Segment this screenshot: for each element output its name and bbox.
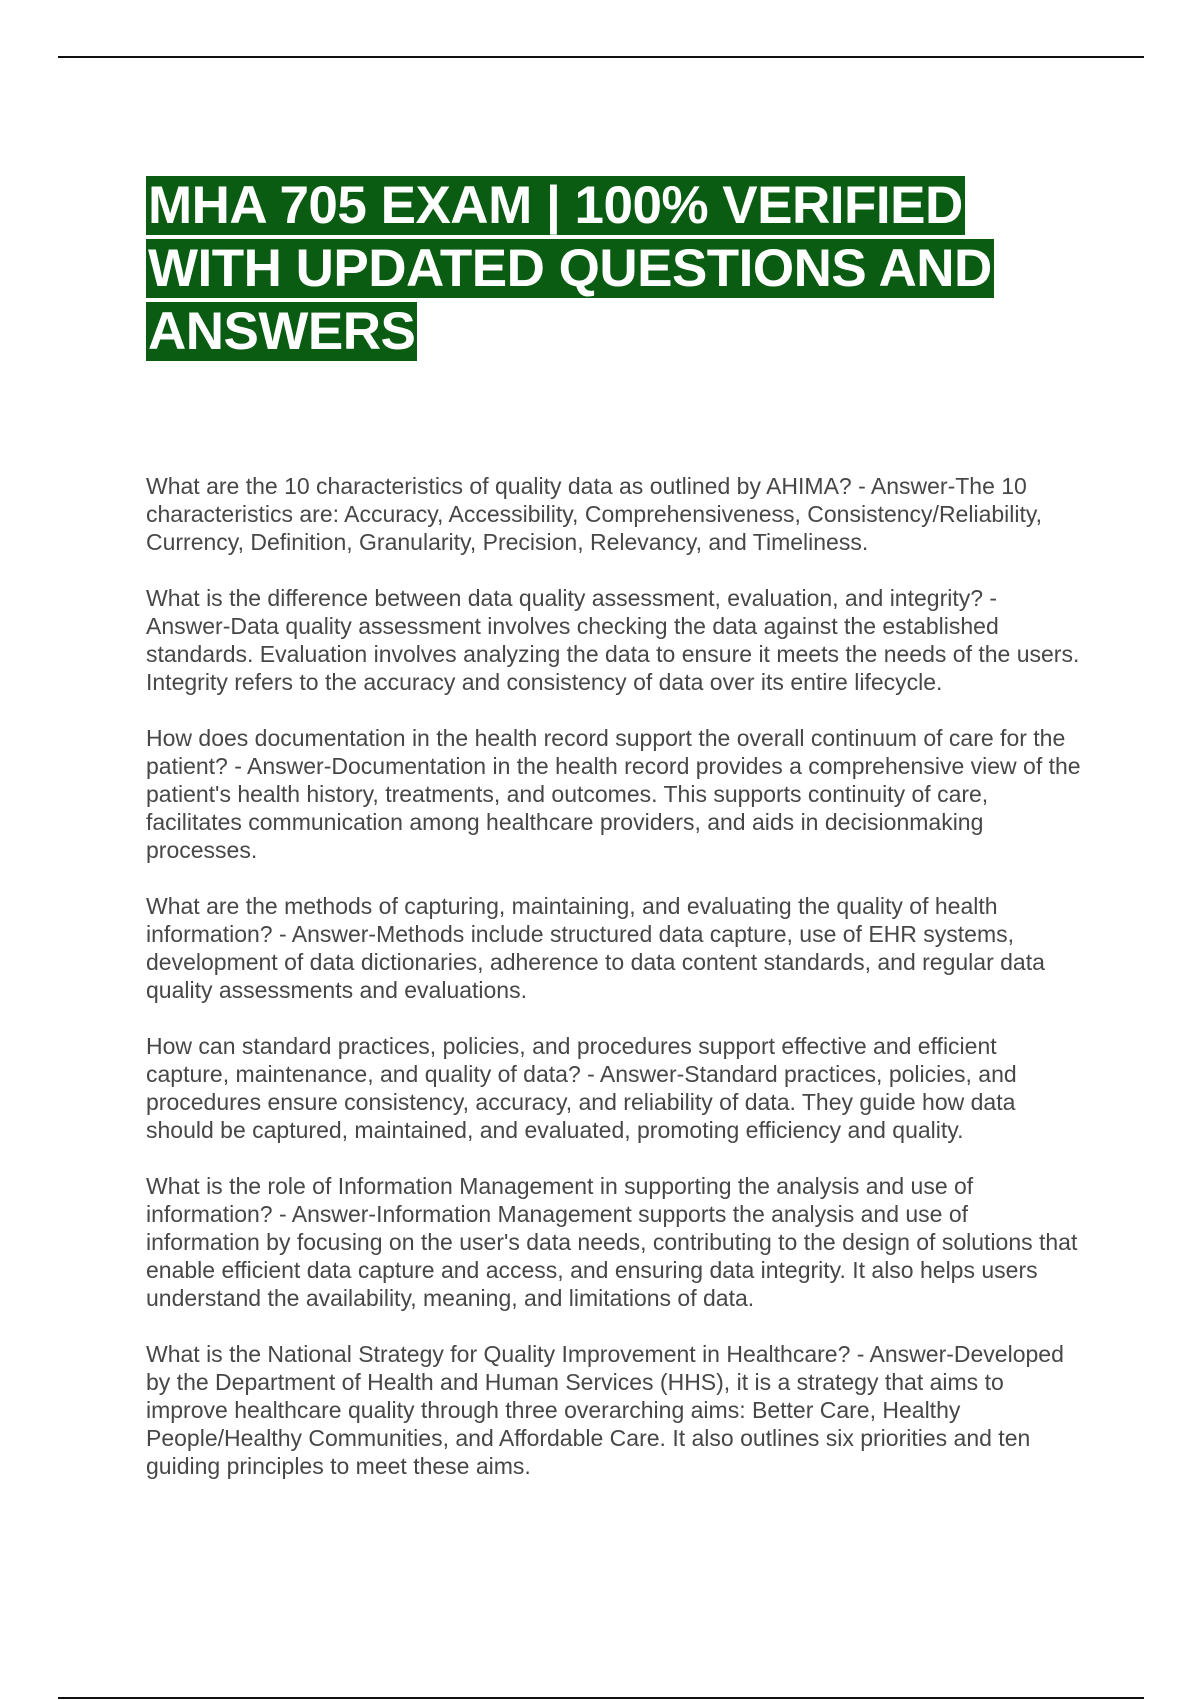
document-title <box>146 174 1076 363</box>
qa-item: What is the National Strategy for Quality Improvement in Healthcare? - Answer-Developed by the Department of Health and Human Services (HHS), it is a strategy that aims to improve healthcare quality through three overarching aims: Better Care, Healthy People/Healthy Communities, and Affordable Care. It also outlines six priorities and ten guiding principles to meet these aims. <box>146 1341 1064 1479</box>
top-rule <box>58 56 1144 58</box>
qa-item: What are the methods of capturing, maintaining, and evaluating the quality of health information? - Answer-Methods include structured data capture, use of EHR systems, development of data dictionaries, adherence to data content standards, and regular data quality assessments and evaluations. <box>146 893 1045 1003</box>
qa-item: How does documentation in the health record support the overall continuum of care for the patient? - Answer-Documentation in the health record provides a comprehensive view of the patient's health history, treatments, and outcomes. This supports continuity of care, facilitates communication among healthcare providers, and aids in decisionmaking processes. <box>146 725 1081 863</box>
qa-item: What are the 10 characteristics of quality data as outlined by AHIMA? - Answer-The 10 characteristics are: Accuracy, Accessibility, Comprehensiveness, Consistency/Reliability, Currency, Definition, Granularity, Precision, Relevancy, and Timeliness. <box>146 473 1043 555</box>
qa-item: What is the difference between data quality assessment, evaluation, and integrity? - Answer-Data quality assessment involves checking the data against the established standards. Evaluation involves analyzing the data to ensure it meets the needs of the users. Integrity refers to the accuracy and consistency of data over its entire lifecycle. <box>146 585 1080 695</box>
qa-item: What is the role of Information Management in supporting the analysis and use of information? - Answer-Information Management supports the analysis and use of information by focusing on the user's data needs, contributing to the design of solutions that enable efficient data capture and access, and ensuring data integrity. It also helps users understand the availability, meaning, and limitations of data. <box>146 1173 1078 1311</box>
bottom-rule <box>58 1697 1144 1699</box>
document-title-text: MHA 705 EXAM | 100% VERIFIED WITH UPDATED QUESTIONS AND ANSWERS <box>148 176 992 361</box>
qa-item: How can standard practices, policies, and procedures support effective and efficient capture, maintenance, and quality of data? - Answer-Standard practices, policies, and procedures ensure consistency, accuracy, and reliability of data. They guide how data should be captured, maintained, and evaluated, promoting efficiency and quality. <box>146 1033 1017 1143</box>
qa-list <box>146 472 1086 1508</box>
